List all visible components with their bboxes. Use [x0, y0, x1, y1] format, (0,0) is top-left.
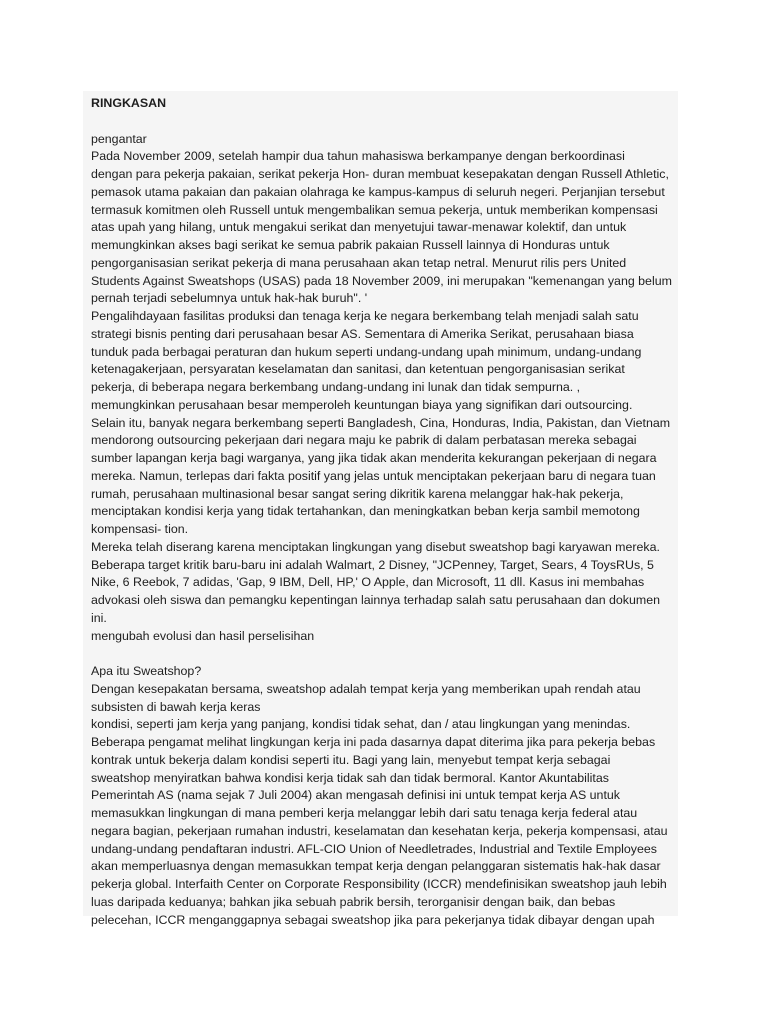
text-line: pernah terjadi sebelumnya untuk hak-hak buruh". ': [91, 291, 368, 306]
text-line: Selain itu, banyak negara berkembang seperti Bangladesh, Cina, Honduras, India, Pakistan, dan Vietnam: [91, 415, 671, 430]
text-line: Beberapa pengamat melihat lingkungan kerja ini pada dasarnya dapat diterima jika para pekerja bebas: [91, 735, 656, 749]
text-line: kompensasi- tion.: [91, 522, 189, 536]
text-line: pekerja, di beberapa negara berkembang undang-undang ini lunak dan tidak sempurna. ,: [91, 380, 581, 394]
text-line: sweatshop menyiratkan bahwa kondisi kerja tidak sah dan tidak bermoral. Kantor Akuntabilitas: [91, 770, 609, 785]
text-line: luas daripada keduanya; bahkan jika sebuah pabrik bersih, terorganisir dengan baik, dan bebas: [91, 894, 616, 909]
text-line: Pengalihdayaan fasilitas produksi dan tenaga kerja ke negara berkembang telah menjadi salah satu: [91, 309, 639, 323]
text-line: akan memperluasnya dengan memasukkan tempat kerja dengan pelanggaran sistematis hak-hak dasar: [91, 859, 661, 874]
text-line: negara bagian, pekerjaan rumahan industri, keselamatan dan kesehatan kerja, pekerja kompensasi, atau: [91, 823, 668, 838]
text-line: pengorganisasian serikat pekerja di mana perusahaan akan tetap netral. Menurut rilis pers United: [91, 255, 627, 270]
text-line: memungkinkan akses bagi serikat ke semua pabrik pakaian Russell lainnya di Honduras untuk: [91, 238, 610, 252]
text-line: Nike, 6 Reebok, 7 adidas, 'Gap, 9 IBM, Dell, HP,' O Apple, dan Microsoft, 11 dll. Kasus ini membahas: [91, 575, 645, 590]
text-line: pekerja global. Interfaith Center on Corporate Responsibility (ICCR) mendefinisikan sweatshop jauh lebih: [91, 877, 667, 891]
text-line: undang-undang pendaftaran industri. AFL-CIO Union of Needletrades, Industrial and Textile Employees: [91, 841, 657, 856]
text-line: mendorong outsourcing pekerjaan dari negara maju ke pabrik di dalam perbatasan mereka sebagai: [91, 433, 637, 448]
text-line: sumber lapangan kerja bagi warganya, yang jika tidak akan menderita kekurangan pekerjaan di negara: [91, 451, 657, 465]
text-line: subsisten di bawah kerja keras: [91, 699, 261, 714]
text-line: mengubah evolusi dan hasil perselisihan: [91, 628, 315, 643]
text-line: pemasok utama pakaian dan pakaian olahraga ke kampus-kampus di seluruh negeri. Perjanjian tersebut: [91, 184, 665, 199]
text-line: pelecehan, ICCR menganggapnya sebagai sweatshop jika para pekerjanya tidak dibayar dengan upah: [91, 912, 655, 927]
text-line: memungkinkan perusahaan besar memperoleh keuntungan biaya yang signifikan dari outsourcing.: [91, 397, 633, 412]
text-line: Beberapa target kritik baru-baru ini adalah Walmart, 2 Disney, "JCPenney, Target, Sears, 4 ToysRUs, 5: [91, 557, 654, 572]
text-line: kondisi, seperti jam kerja yang panjang, kondisi tidak sehat, dan / atau lingkungan yang menindas.: [91, 717, 631, 732]
section-sweatshop: [91, 681, 675, 930]
text-line: ini.: [91, 610, 107, 625]
text-line: Pada November 2009, setelah hampir dua tahun mahasiswa berkampanye dengan berkoordinasi: [91, 149, 625, 164]
text-line: Students Against Sweatshops (USAS) pada 18 November 2009, ini merupakan "kemenangan yang belum: [91, 273, 672, 288]
document-page: [83, 91, 678, 927]
text-line: termasuk komitmen oleh Russell untuk mengembalikan semua pekerja, untuk memberikan kompensasi: [91, 202, 658, 217]
text-line: advokasi oleh siswa dan pemangku kepentingan lainnya terhadap salah satu perusahaan dan dokumen: [91, 593, 660, 607]
document-title: RINGKASAN: [91, 96, 167, 110]
text-line: menciptakan kondisi kerja yang tidak tertahankan, dan meningkatkan beban kerja sambil memotong: [91, 504, 640, 519]
document-body: [91, 95, 675, 929]
text-line: ketenagakerjaan, persyaratan keselamatan dan sanitasi, dan ketentuan pengorganisasian serikat: [91, 362, 625, 377]
text-line: tunduk pada berbagai peraturan dan hukum seperti undang-undang upah minimum, undang-undang: [91, 344, 642, 359]
text-line: rumah, perusahaan multinasional besar sangat sering dikritik karena melanggar hak-hak pekerja,: [91, 486, 624, 501]
text-line: mereka. Namun, terlepas dari fakta positif yang jelas untuk menciptakan pekerjaan baru di negara tuan: [91, 468, 656, 483]
text-line: Dengan kesepakatan bersama, sweatshop adalah tempat kerja yang memberikan upah rendah atau: [91, 681, 641, 696]
text-line: kontrak untuk bekerja dalam kondisi seperti itu. Bagi yang lain, menyebut tempat kerja sebagai: [91, 752, 611, 767]
blank-line: [91, 645, 675, 663]
intro-heading: pengantar: [91, 131, 147, 146]
text-line: atas upah yang hilang, untuk mengakui serikat dan menyetujui tawar-menawar kolektif, dan untuk: [91, 220, 627, 235]
text-line: Mereka telah diserang karena menciptakan lingkungan yang disebut sweatshop bagi karyawan mereka.: [91, 539, 660, 554]
blank-line: [91, 113, 675, 131]
text-line: dengan para pekerja pakaian, serikat pekerja Hon- duran membuat kesepakatan dengan Russell Athletic,: [91, 167, 669, 181]
text-line: memasukkan lingkungan di mana pemberi kerja melanggar lebih dari satu tenaga kerja federal atau: [91, 806, 638, 820]
text-line: Pemerintah AS (nama sejak 7 Juli 2004) akan mengasah definisi ini untuk tempat kerja AS untuk: [91, 788, 620, 803]
section-heading-sweatshop: Apa itu Sweatshop?: [91, 664, 202, 678]
text-line: strategi bisnis penting dari perusahaan besar AS. Sementara di Amerika Serikat, perusahaan biasa: [91, 326, 634, 341]
section-intro: [91, 148, 675, 645]
